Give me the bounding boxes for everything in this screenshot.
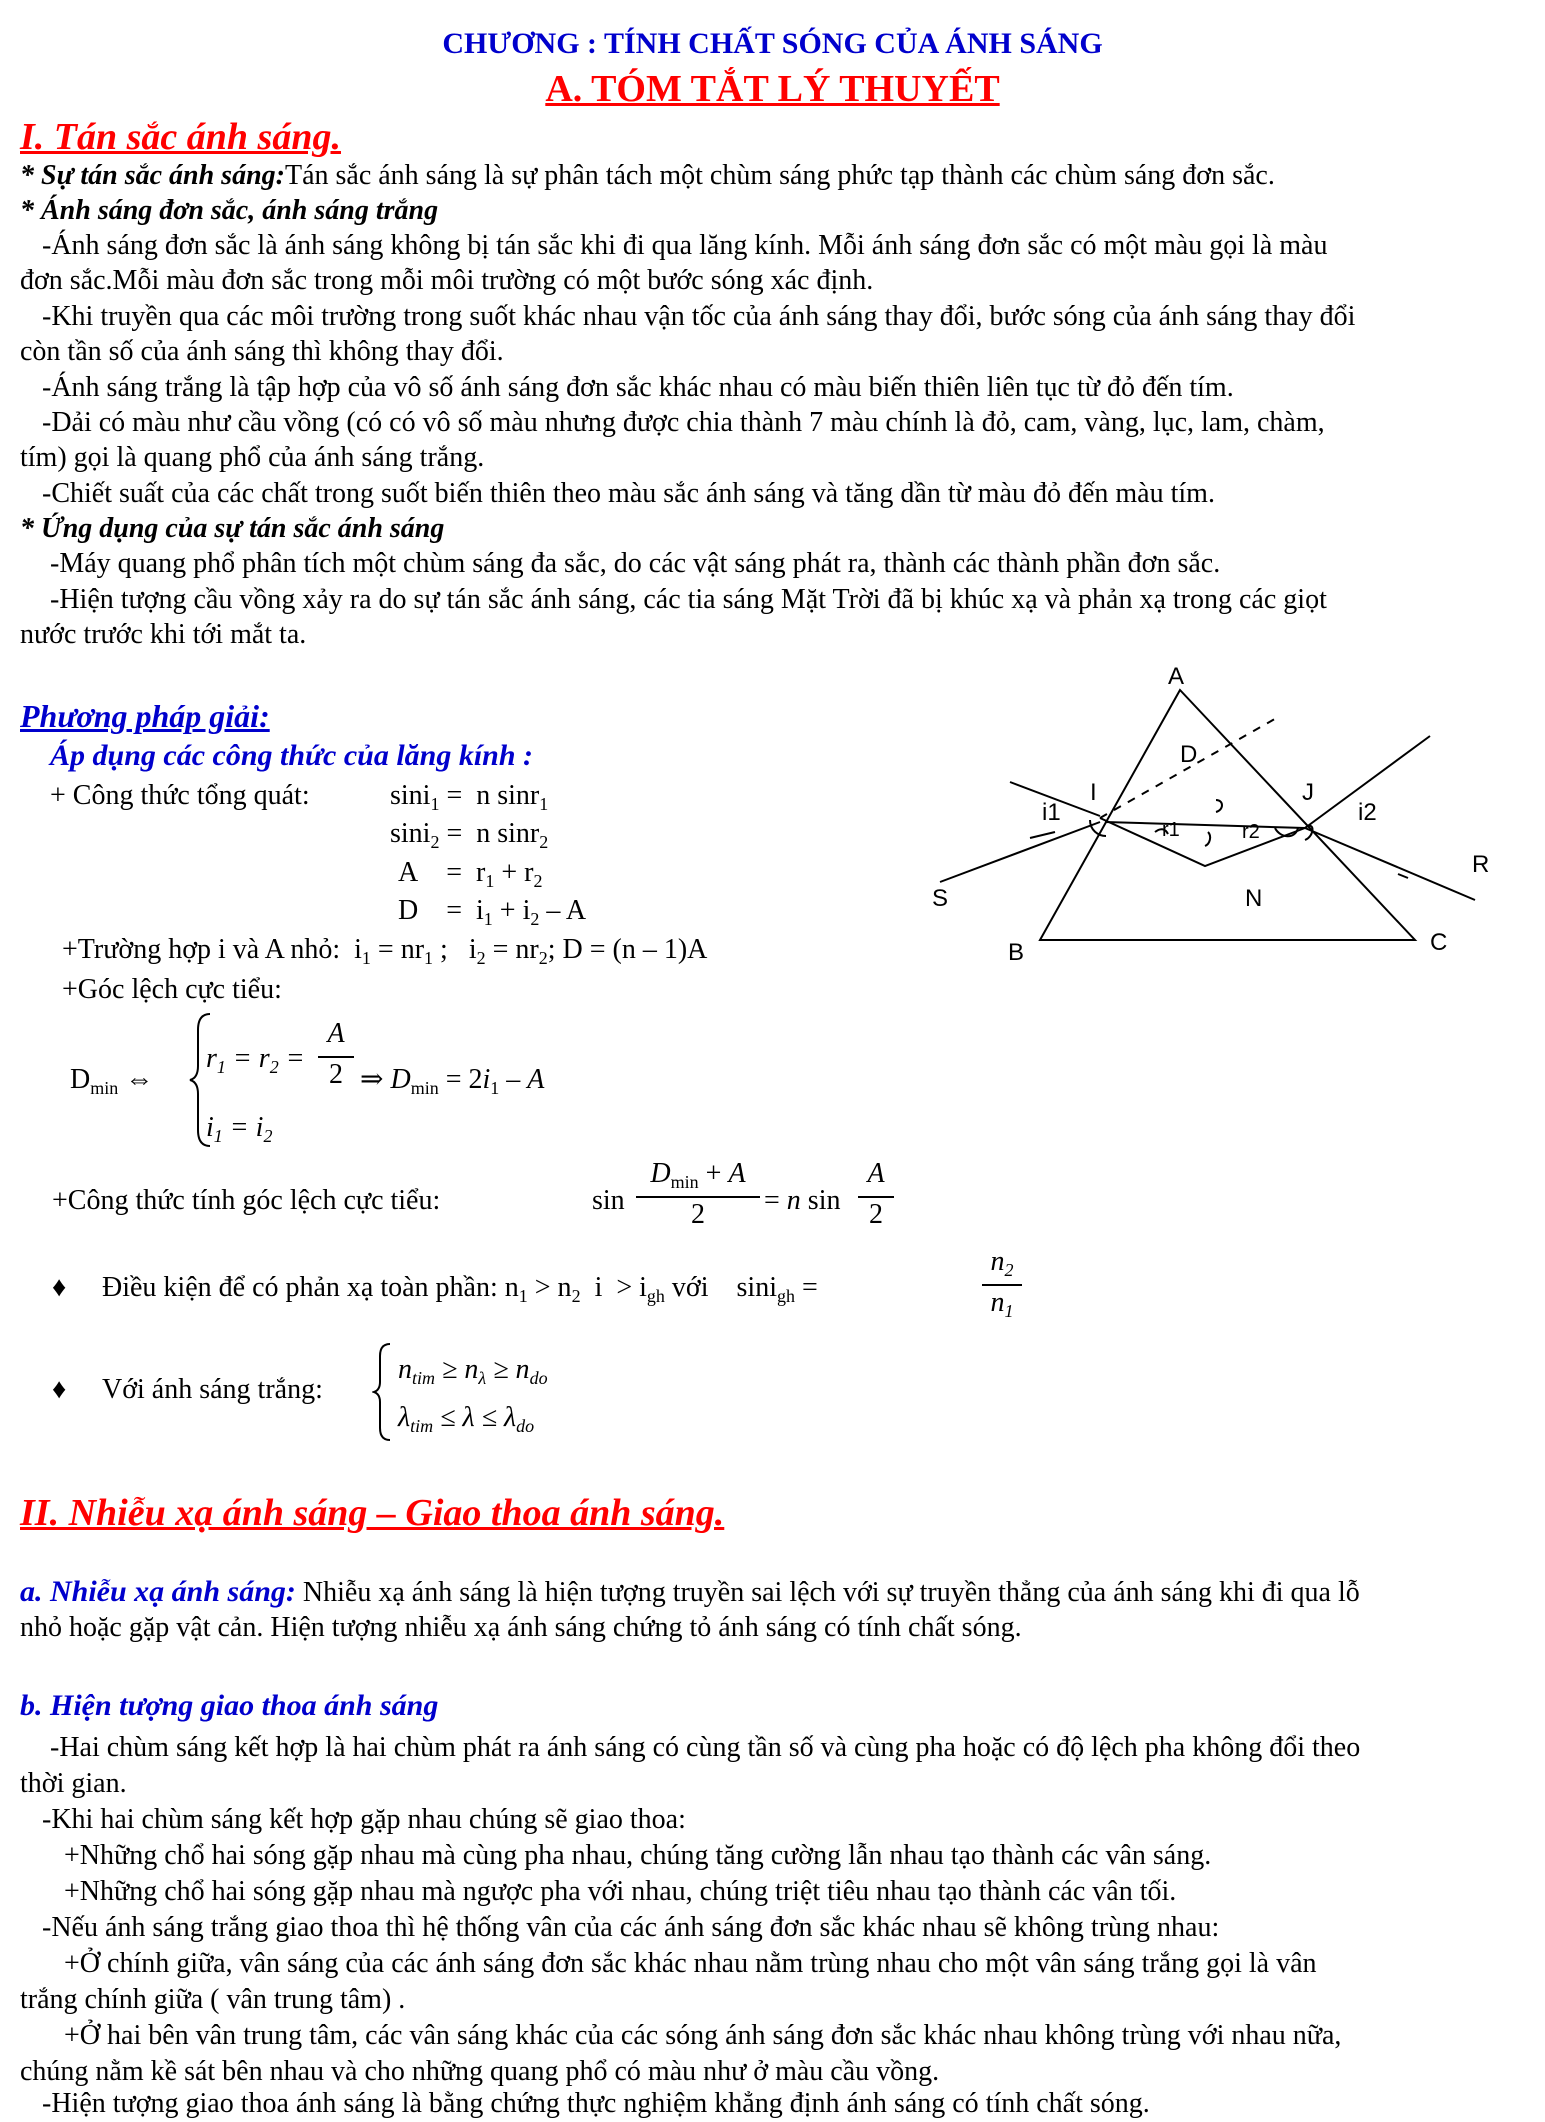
formula-sini1: sini$_1$ = n sinr$_1$	[390, 780, 549, 814]
dmin-symbol: $D_{min}$ ⇔	[70, 1064, 154, 1098]
paragraph: -Dải có màu như cầu vồng (có có vô số màu nhưng được chia thành 7 màu chính là đỏ, cam, vàng, lục, lam, chàm,	[42, 407, 1325, 438]
label-S: S	[932, 885, 949, 912]
lambda-inequality: $\lambda_{tim} \le \lambda \le \lambda_{do}$	[398, 1402, 535, 1436]
paragraph: -Hai chùm sáng kết hợp là hai chùm phát ra ánh sáng có cùng tần số và cùng pha hoặc có độ lệch pha không đổi theo	[50, 1732, 1361, 1763]
fraction-A-over-2: A 2	[318, 1016, 354, 1092]
part1-title: I. Tán sắc ánh sáng.	[20, 116, 341, 158]
label-C: C	[1430, 929, 1448, 956]
label-i2: i2	[1358, 799, 1377, 826]
formula-D: D = $i_1 + i_2 - A$	[398, 895, 587, 929]
interference-heading: b. Hiện tượng giao thoa ánh sáng	[20, 1689, 439, 1722]
r1-eq-r2: $r_1 = r_2$ =	[206, 1043, 305, 1077]
small-angle-case: +Trường hợp i và A nhỏ: $i_1 = nr_1$ ; $i_2 = nr_2$; D = (n – 1)A	[62, 934, 708, 968]
paragraph: -Khi truyền qua các môi trường trong suốt khác nhau vận tốc của ánh sáng thay đổi, bước sóng của ánh sáng thay đổi	[42, 301, 1356, 332]
paragraph: thời gian.	[20, 1768, 127, 1799]
paragraph: +Những chổ hai sóng gặp nhau mà cùng pha nhau, chúng tăng cường lẫn nhau tạo thành các vân sáng.	[64, 1840, 1212, 1871]
label-r2: r2	[1242, 821, 1260, 843]
part2-title: II. Nhiễu xạ ánh sáng – Giao thoa ánh sáng.	[20, 1492, 725, 1534]
fraction-dmin-plus-A: $D_{min} + A$ 2	[636, 1156, 760, 1232]
formula-A: A = $r_1 + r_2$	[398, 857, 543, 891]
n-inequality: $n_{tim} \ge n_\lambda \ge n_{do}$	[398, 1354, 548, 1388]
label-D: D	[1180, 741, 1198, 768]
paragraph: +Ở chính giữa, vân sáng của các ánh sáng đơn sắc khác nhau nằm trùng nhau cho một vân sáng trắng gọi là vân	[64, 1948, 1317, 1979]
paragraph: -Chiết suất của các chất trong suốt biến thiên theo màu sắc ánh sáng và tăng dần từ màu đỏ đến màu tím.	[42, 478, 1215, 509]
label-I: I	[1090, 779, 1097, 806]
section-a-title: A. TÓM TẮT LÝ THUYẾT	[545, 68, 1000, 110]
paragraph: trắng chính giữa ( vân trung tâm) .	[20, 1984, 406, 2015]
white-light-label: Với ánh sáng trắng:	[102, 1374, 323, 1405]
paragraph: đơn sắc.Mỗi màu đơn sắc trong mỗi môi trường có một bước sóng xác định.	[20, 265, 874, 296]
paragraph: -Khi hai chùm sáng kết hợp gặp nhau chúng sẽ giao thoa:	[42, 1804, 686, 1835]
paragraph: nước trước khi tới mắt ta.	[20, 619, 307, 650]
paragraph: -Ánh sáng đơn sắc là ánh sáng không bị tán sắc khi đi qua lăng kính. Mỗi ánh sáng đơn sắc có một màu gọi là màu	[42, 230, 1328, 261]
paragraph: -Nếu ánh sáng trắng giao thoa thì hệ thống vân của các ánh sáng đơn sắc khác nhau sẽ không trùng nhau:	[42, 1912, 1220, 1943]
label-r1: r1	[1162, 819, 1180, 841]
label-N: N	[1245, 885, 1263, 912]
paragraph: -Hiện tượng giao thoa ánh sáng là bằng chứng thực nghiệm khẳng định ánh sáng có tính chất sóng.	[42, 2088, 1150, 2119]
fraction-n2-over-n1: $n_2$ $n_1$	[982, 1244, 1022, 1320]
paragraph: +Ở hai bên vân trung tâm, các vân sáng khác của các sóng ánh sáng đơn sắc khác nhau không trùng với nhau nữa,	[64, 2020, 1342, 2051]
fraction-A-over-2b: A 2	[858, 1156, 894, 1232]
paragraph: -Ánh sáng trắng là tập hợp của vô số ánh sáng đơn sắc khác nhau có màu biến thiên liên tục từ đỏ đến tím.	[42, 372, 1234, 403]
diamond-bullet-icon: ♦	[52, 1272, 67, 1303]
eq-n-sin: = n sin	[764, 1185, 841, 1216]
dmin-result: ⇒ $D_{min} = 2i_1 - A$	[360, 1064, 545, 1098]
i1-eq-i2: $i_1 = i_2$	[206, 1112, 273, 1146]
subheading-monochrome: * Ánh sáng đơn sắc, ánh sáng trắng	[20, 195, 439, 226]
ray-IJ	[1105, 822, 1305, 828]
total-reflection-condition: Điều kiện để có phản xạ toàn phần: $n_1 > n_2$ $i > i_{gh}$ với sini$_{gh}$ =	[102, 1272, 818, 1306]
method-title: Phương pháp giải:	[20, 698, 270, 734]
paragraph: +Những chổ hai sóng gặp nhau mà ngược pha với nhau, chúng triệt tiêu nhau tạo thành các vân tối.	[64, 1876, 1177, 1907]
label-i1: i1	[1042, 799, 1061, 826]
prism-diagram	[910, 650, 1510, 980]
paragraph: tím) gọi là quang phổ của ánh sáng trắng.	[20, 442, 485, 473]
label-R: R	[1472, 851, 1490, 878]
definition-line: * Sự tán sắc ánh sáng:Tán sắc ánh sáng là sự phân tách một chùm sáng phức tạp thành các chùm sáng đơn sắc.	[20, 160, 1275, 191]
paragraph: -Hiện tượng cầu vồng xảy ra do sự tán sắc ánh sáng, các tia sáng Mặt Trời đã bị khúc xạ và phản xạ trong các giọt	[50, 584, 1327, 615]
brace-icon	[372, 1340, 396, 1444]
paragraph: còn tần số của ánh sáng thì không thay đổi.	[20, 336, 504, 367]
min-deviation-label: +Góc lệch cực tiểu:	[62, 974, 282, 1005]
min-deviation-formula-label: +Công thức tính góc lệch cực tiểu:	[52, 1185, 441, 1216]
chapter-title: CHƯƠNG : TÍNH CHẤT SÓNG CỦA ÁNH SÁNG	[442, 27, 1103, 60]
sin-word: sin	[592, 1185, 625, 1216]
label-J: J	[1302, 779, 1314, 806]
diffraction-line: a. Nhiễu xạ ánh sáng: Nhiễu xạ ánh sáng là hiện tượng truyền sai lệch với sự truyền thẳng của ánh sáng khi đi qua lỗ	[20, 1575, 1360, 1608]
subheading-applications: * Ứng dụng của sự tán sắc ánh sáng	[20, 513, 445, 544]
label-B: B	[1008, 939, 1025, 966]
label-A: A	[1168, 663, 1185, 690]
general-formula-label: + Công thức tổng quát:	[50, 780, 310, 811]
formula-sini2: sini$_2$ = n sinr$_2$	[390, 818, 549, 852]
diamond-bullet-icon: ♦	[52, 1374, 67, 1405]
method-subtitle: Áp dụng các công thức của lăng kính :	[50, 739, 534, 772]
paragraph: -Máy quang phổ phân tích một chùm sáng đa sắc, do các vật sáng phát ra, thành các thành phần đơn sắc.	[50, 548, 1221, 579]
ray-JR	[1305, 828, 1475, 900]
paragraph: nhỏ hoặc gặp vật cản. Hiện tượng nhiễu xạ ánh sáng chứng tỏ ánh sáng có tính chất sóng.	[20, 1612, 1022, 1643]
paragraph: chúng nằm kề sát bên nhau và cho những quang phổ có màu như ở màu cầu vồng.	[20, 2056, 940, 2087]
ray-SI	[940, 822, 1100, 882]
